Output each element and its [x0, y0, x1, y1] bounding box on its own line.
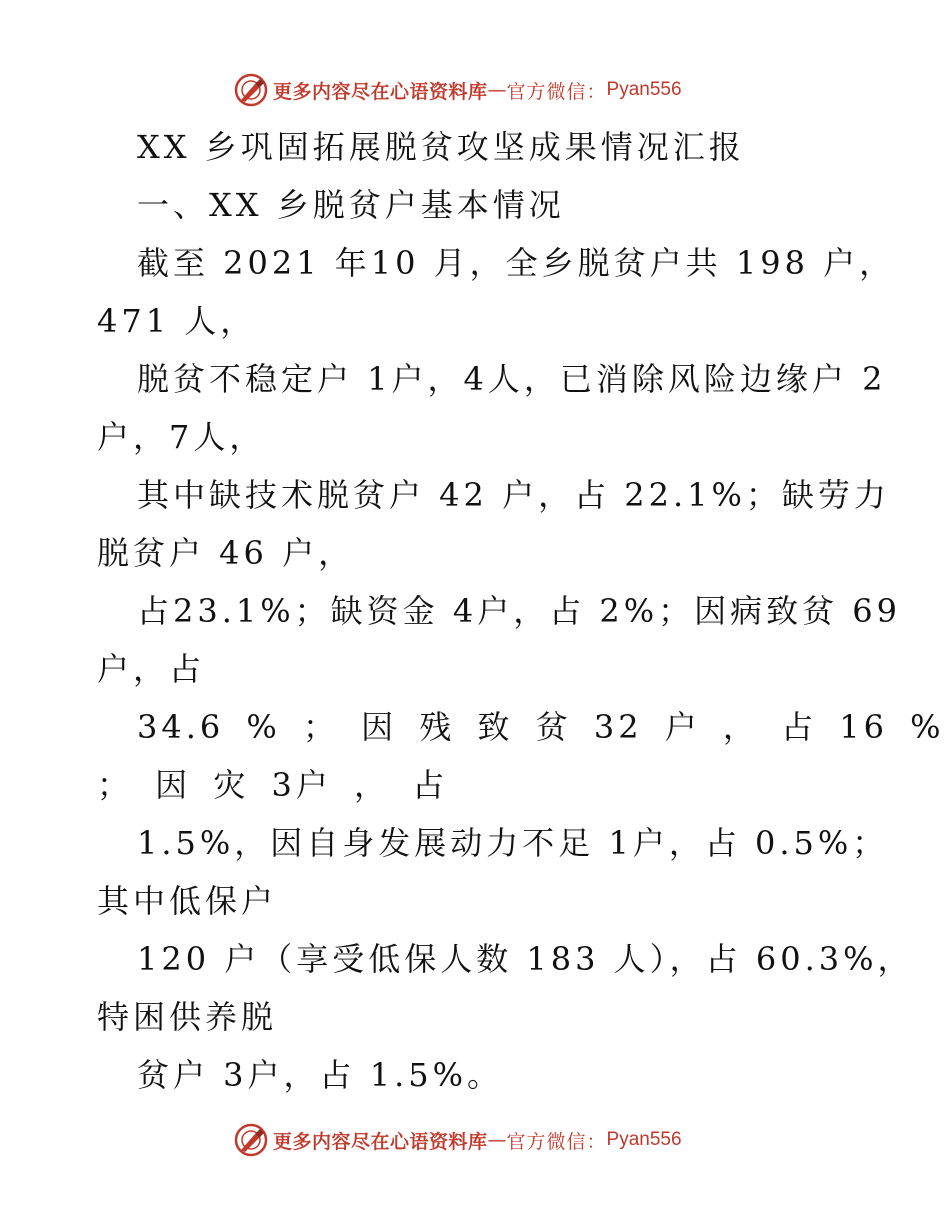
footer-brand-text: 更多内容尽在心语资料库	[273, 1130, 488, 1153]
footer-wechat-id: Pyan556	[606, 1129, 682, 1150]
body-line: 特困供养脱	[97, 998, 278, 1036]
document-body	[97, 118, 945, 1104]
body-line: 占23.1%；缺资金 4户，占 2%；因病致贫 69	[137, 592, 902, 630]
section-heading: 一、XX 乡脱贫户基本情况	[137, 186, 565, 224]
header-wechat-id: Pyan556	[606, 79, 682, 100]
header-separator: —	[487, 79, 507, 101]
header-banner	[233, 70, 682, 110]
body-line: ； 因 灾 3户 ， 占	[97, 766, 449, 804]
header-contact-label: 官方微信：	[506, 80, 607, 103]
body-line: 贫户 3户，占 1.5%。	[137, 1056, 504, 1094]
body-line: 户，占	[97, 650, 206, 688]
body-line: 其中缺技术脱贫户 42 户，占 22.1%；缺劳力	[137, 476, 890, 514]
pen-nib-logo-icon	[233, 1122, 269, 1158]
document-title: XX 乡巩固拓展脱贫攻坚成果情况汇报	[137, 128, 745, 166]
body-line: 其中低保户	[97, 882, 278, 920]
body-line: 471 人，	[97, 302, 257, 340]
footer-banner	[233, 1120, 682, 1160]
footer-contact-label: 官方微信：	[506, 1130, 607, 1153]
pen-nib-logo-icon	[233, 72, 269, 108]
footer-separator: —	[487, 1129, 507, 1151]
header-brand-text: 更多内容尽在心语资料库	[273, 80, 488, 103]
body-line: 户，7人，	[97, 418, 266, 456]
body-line: 1.5%，因自身发展动力不足 1户，占 0.5%；	[137, 824, 889, 862]
body-line: 120 户（享受低保人数 183 人），占 60.3%，	[137, 940, 914, 978]
body-line: 截至 2021 年10 月，全乡脱贫户共 198 户，	[137, 244, 896, 282]
body-line: 脱贫户 46 户，	[97, 534, 355, 572]
body-line: 脱贫不稳定户 1户，4人，已消除风险边缘户 2	[137, 360, 887, 398]
body-line: 34.6 % ； 因 残 致 贫 32 户 ， 占 16 %	[137, 708, 945, 746]
